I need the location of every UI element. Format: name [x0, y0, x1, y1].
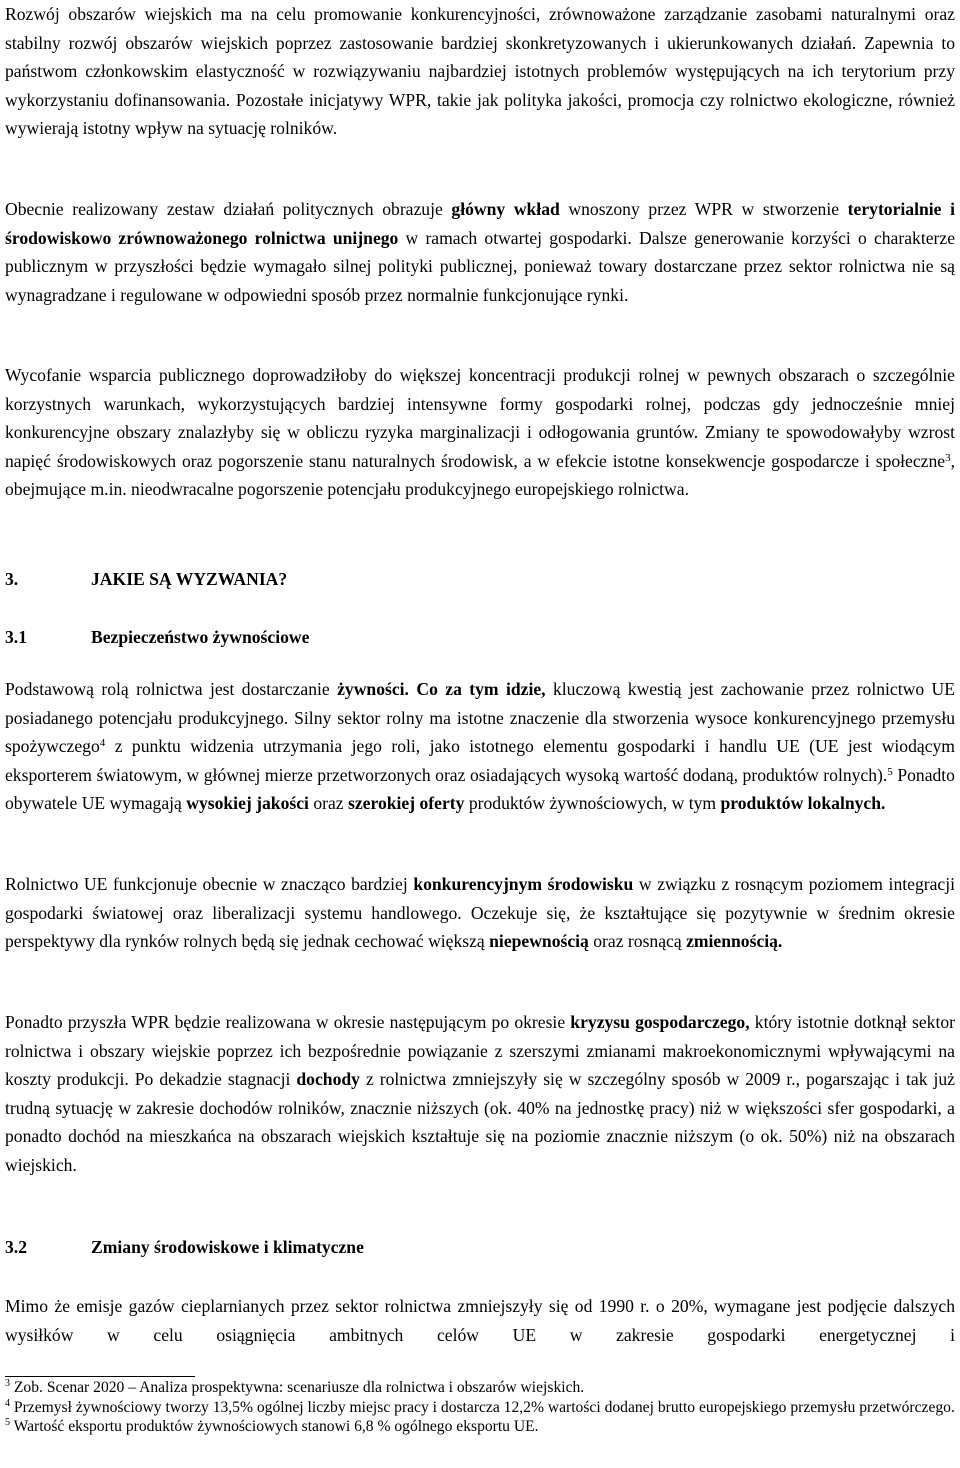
- text-run: w związku z rosnącym poziomem integracji gospodarki światowej oraz liberalizacji systemu handlowego. Oczekuje się, że kształtujące się pozytywnie w średnim okresie perspektywy dla rynków rolnych będą się jednak cechować większą: [5, 874, 955, 952]
- footnote-3: [5, 1378, 955, 1398]
- text-run: , obejmujące m.in. nieodwracalne pogorszenie potencjału produkcyjnego europejskiego rolnictwa.: [5, 450, 955, 500]
- emphasis-text: wysokiej jakości: [186, 793, 309, 814]
- footnote-ref: 3: [945, 451, 951, 464]
- paragraph-withdrawal-support: [5, 361, 955, 504]
- text-run: oraz rosnącą: [588, 931, 687, 952]
- paragraph-competitive-environment: [5, 870, 955, 956]
- footnote-number: 5: [5, 1417, 10, 1428]
- footnote-5: [5, 1417, 955, 1437]
- footnote-text: Zob. Scenar 2020 – Analiza prospektywna: scenariusze dla rolnictwa i obszarów wiejskich.: [13, 1379, 585, 1396]
- text-run: który istotnie dotknął sektor rolnictwa i obszary wiejskie poprzez ich bezpośrednie powiązanie z szerszymi zmianami makroekonomicznymi wpływającymi na koszty produkcji. Po dekadzie stagnacji: [5, 1012, 955, 1090]
- section-number: 3.2: [5, 1237, 27, 1257]
- text-run: Obecnie realizowany zestaw działań politycznych obrazuje: [5, 199, 452, 219]
- section-title: Bezpieczeństwo żywnościowe: [91, 627, 310, 647]
- footnote-ref: 5: [887, 765, 893, 778]
- section-title: JAKIE SĄ WYZWANIA?: [91, 569, 288, 589]
- section-title: Zmiany środowiskowe i klimatyczne: [91, 1237, 364, 1257]
- emphasis-text: kryzysu gospodarczego,: [570, 1012, 750, 1032]
- section-number: 3.: [5, 569, 19, 589]
- paragraph-policy-contribution: [5, 195, 955, 309]
- paragraph-economic-crisis: [5, 1008, 955, 1180]
- emphasis-text: główny wkład: [451, 199, 560, 219]
- section-number: 3.1: [5, 627, 27, 647]
- footnote-text: Wartość eksportu produktów żywnościowych stanowi 6,8 % ogólnego eksportu UE.: [13, 1418, 539, 1435]
- text-run: wnoszony przez WPR w stworzenie: [559, 199, 848, 219]
- section-heading-3: [5, 565, 287, 593]
- text-run: produktów żywnościowych, w tym: [464, 793, 721, 814]
- emphasis-text: dochody: [296, 1069, 360, 1090]
- footnote-number: 4: [5, 1397, 10, 1409]
- footnote-text: Przemysł żywnościowy tworzy 13,5% ogólnej liczby miejsc pracy i dostarcza 12,2% wartości dodanej brutto europejskiego przemysłu przetwórczego.: [13, 1398, 955, 1416]
- text-run: Podstawową rolą rolnictwa jest dostarczanie: [5, 679, 338, 699]
- emphasis-text: żywności.: [337, 679, 409, 699]
- emphasis-text: szerokiej oferty: [348, 793, 465, 814]
- text-run: z punktu widzenia utrzymania jego roli, jako istotnego elementu gospodarki i handlu UE (UE jest wiodącym eksporterem światowym, w głównej mierze przetworzonych oraz osiadających wysoką wartość dodaną, produktów rolnych).: [5, 736, 955, 785]
- text-run: Wycofanie wsparcia publicznego doprowadziłoby do większej koncentracji produkcji rolnej w pewnych obszarach o szczególnie korzystnych warunkach, wykorzystujących bardziej intensywne formy gospodarki rolnej, podczas gdy jednocześnie mniej konkurencyjne obszary znalazłyby się w obliczu ryzyka marginalizacji i odłogowania gruntów. Zmiany te spowodowałyby wzrost napięć środowiskowych oraz pogorszenie stanu naturalnych środowisk, a w efekcie istotne konsekwencje gospodarcze i społeczne: [5, 365, 955, 471]
- footnote-4: [5, 1398, 955, 1418]
- footnote-number: 3: [5, 1378, 10, 1389]
- emphasis-text: zmiennością.: [686, 931, 783, 952]
- paragraph-food-role: [5, 675, 955, 818]
- emphasis-text: produktów lokalnych.: [720, 793, 886, 814]
- emphasis-text: Co za tym idzie,: [416, 679, 546, 699]
- section-heading-3-2: [5, 1233, 364, 1261]
- footnote-ref: 4: [99, 737, 106, 750]
- text-run: kluczową kwestią jest zachowanie przez rolnictwo UE posiadanego potencjału produkcyjnego. Silny sektor rolny ma istotne znaczenie dla stworzenia wysoce konkurencyjnego przemysłu spożywczego: [5, 679, 955, 757]
- text-run: Ponadto przyszła WPR będzie realizowana w okresie następującym po okresie: [5, 1012, 571, 1032]
- emphasis-text: terytorialnie i środowiskowo zrównoważonego rolnictwa unijnego: [5, 199, 955, 248]
- section-heading-3-1: [5, 623, 309, 651]
- paragraph-emissions: [5, 1292, 955, 1349]
- text-run: w ramach otwartej gospodarki. Dalsze generowanie korzyści o charakterze publicznym w przyszłości będzie wymagało silnej polityki publicznej, ponieważ towary dostarczane przez sektor rolnictwa nie są wynagradzane i regulowane w odpowiedni sposób przez normalnie funkcjonujące rynki.: [5, 227, 956, 305]
- text-run: oraz: [308, 793, 348, 814]
- footnote-separator: [5, 1376, 195, 1377]
- text-run: z rolnictwa zmniejszyły się w szczególny sposób w 2009 r., pogarszając i tak już trudną sytuację w zakresie dochodów rolników, znacznie niższych (ok. 40% na jednostkę pracy) niż w większości sfer gospodarki, a ponadto dochód na mieszkańca na obszarach wiejskich kształtuje się na poziomie znacznie niższym (o ok. 50%) niż na obszarach wiejskich.: [5, 1069, 955, 1175]
- text-run: Mimo że emisje gazów cieplarnianych przez sektor rolnictwa zmniejszyły się od 1990 r. o 20%, wymagane jest podjęcie dalszych wysiłków w celu osiągnięcia ambitnych celów UE w zakresie gospodarki energetycznej i: [5, 1296, 955, 1345]
- paragraph-rural-development: [5, 0, 955, 143]
- footnotes: [5, 1378, 955, 1437]
- emphasis-text: konkurencyjnym środowisku: [413, 874, 634, 894]
- text-run: Rolnictwo UE funkcjonuje obecnie w znacząco bardziej: [5, 874, 414, 894]
- text-run: Rozwój obszarów wiejskich ma na celu promowanie konkurencyjności, zrównoważone zarządzanie zasobami naturalnymi oraz stabilny rozwój obszarów wiejskich poprzez zastosowanie bardziej skonkretyzowanych i ukierunkowanych działań. Zapewnia to państwom członkowskim elastyczność w rozwiązywaniu najbardziej istotnych problemów występujących na ich terytorium przy wykorzystaniu dofinansowania. Pozostałe inicjatywy WPR, takie jak polityka jakości, promocja czy rolnictwo ekologiczne, również wywierają istotny wpływ na sytuację rolników.: [5, 4, 955, 139]
- emphasis-text: niepewnością: [489, 931, 589, 952]
- text-run: Ponadto obywatele UE wymagają: [5, 764, 955, 814]
